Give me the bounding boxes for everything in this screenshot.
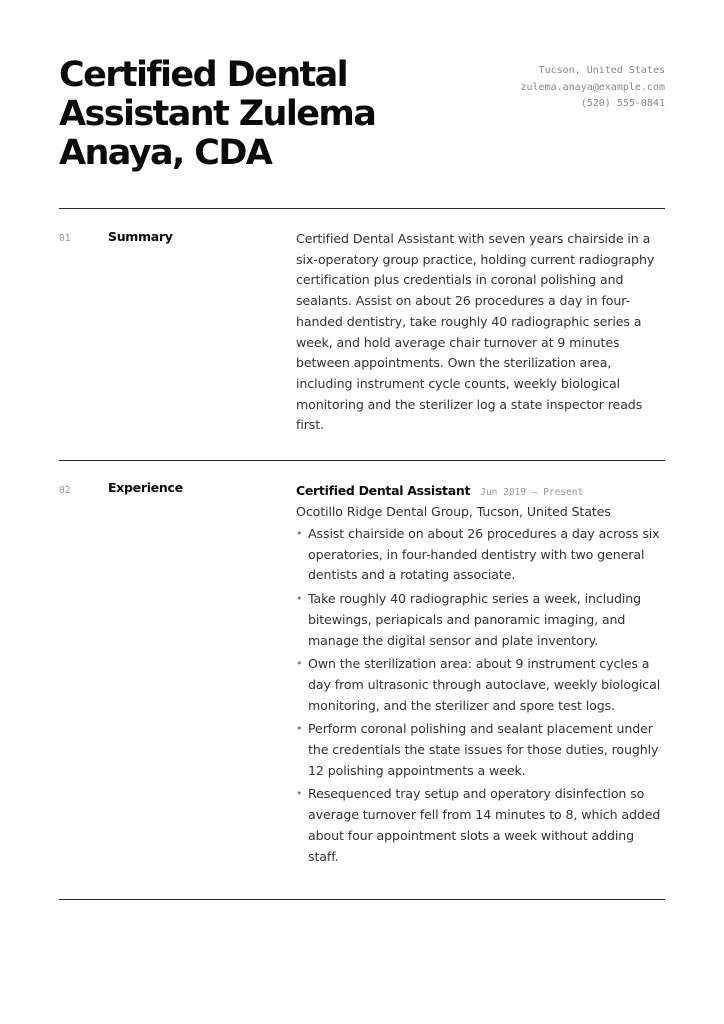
experience-entry [296, 480, 668, 867]
job-bullets [296, 524, 668, 867]
bullet-icon: • [296, 722, 303, 736]
summary-text: Certified Dental Assistant with seven years chairside in a six-operatory group practice, holding current radiography certification plus credentials in coronal polishing and sealants. Assist on about 26 procedures a day in four-handed dentistry, take roughly 40 radiographic series a week, and hold average chair turnover at 9 minutes between appointments. Own the sterilization area, including instrument cycle counts, weekly biological monitoring and the sterilizer log a state inspector reads first. [296, 231, 655, 433]
section-title-experience: Experience [108, 480, 183, 495]
list-item [296, 784, 668, 867]
bullet-text: Own the sterilization area: about 9 instrument cycles a day from ultrasonic through autoclave, weekly biological monitoring, and the sterilizer and spore test logs. [308, 656, 661, 713]
section-number: 01 [59, 233, 71, 244]
bullet-text: Assist chairside on about 26 procedures a day across six operatories, in four-handed dentistry with two general dentists and a rotating associate. [308, 526, 660, 583]
bullet-text: Resequenced tray setup and operatory disinfection so average turnover fell from 14 minutes to 8, which added about four appointment slots a week without adding staff. [308, 786, 661, 864]
job-organization: Ocotillo Ridge Dental Group, Tucson, United States [296, 504, 611, 519]
job-title: Certified Dental Assistant [296, 483, 471, 498]
bullet-icon: • [296, 787, 303, 801]
section-number: 02 [59, 485, 71, 496]
list-item [296, 654, 668, 716]
candidate-name: Certified Dental Assistant Zulema Anaya, CDA [59, 55, 376, 173]
contact-email[interactable]: zulema.anaya@example.com [520, 81, 665, 93]
section-divider [59, 899, 665, 900]
list-item [296, 589, 668, 651]
contact-block [521, 63, 666, 113]
section-divider [59, 460, 665, 461]
job-header [296, 480, 668, 502]
bullet-text: Take roughly 40 radiographic series a week, including bitewings, periapicals and panoramic imaging, and manage the digital sensor and plate inventory. [308, 591, 642, 648]
bullet-icon: • [296, 527, 303, 540]
bullet-icon: • [296, 657, 303, 671]
section-title-summary: Summary [108, 229, 173, 244]
contact-phone[interactable]: (520) 555-0841 [580, 98, 665, 109]
list-item [296, 524, 668, 586]
bullet-icon: • [296, 592, 303, 606]
bullet-text: Perform coronal polishing and sealant placement under the credentials the state issues for those duties, roughly 12 polishing appointments a week. [308, 721, 659, 778]
section-divider [59, 208, 665, 209]
contact-location: Tucson, United States [538, 65, 665, 76]
job-dates: Jun 2019 — Present [480, 487, 584, 498]
list-item [296, 719, 668, 781]
